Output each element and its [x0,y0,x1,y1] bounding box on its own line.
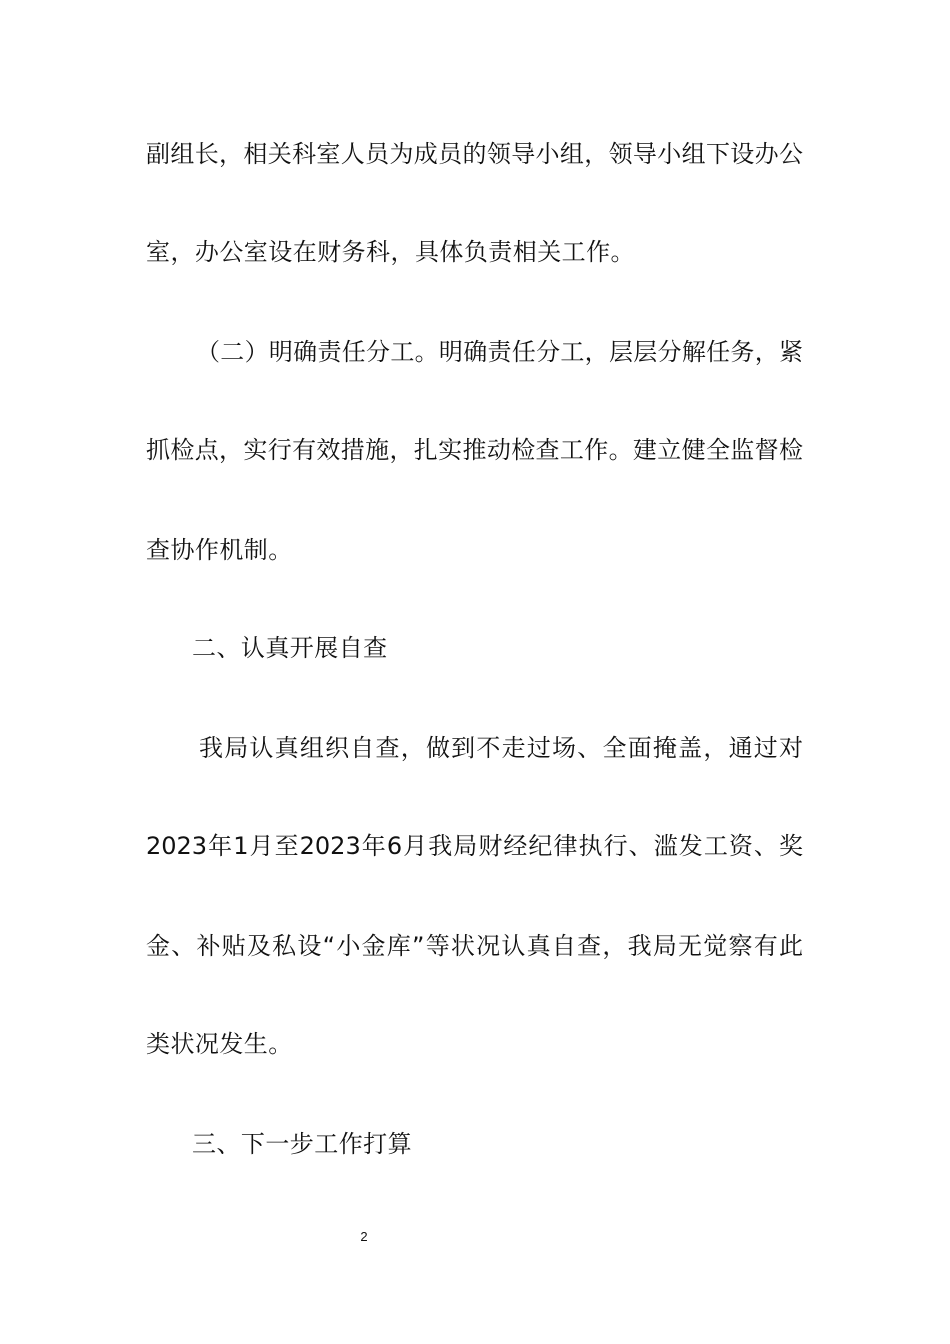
section-heading: 三、下一步工作打算 [192,1130,413,1158]
page-number: 2 [360,1229,368,1244]
body-text-line: 金、补贴及私设“小金库”等状况认真自查，我局无觉察有此 [146,932,803,960]
body-text-line: 室，办公室设在财务科，具体负责相关工作。 [146,238,635,266]
section-heading: 二、认真开展自查 [192,634,388,662]
body-text-line: 副组长，相关科室人员为成员的领导小组，领导小组下设办公 [146,140,803,168]
body-text-line: 2023年1月至2023年6月我局财经纪律执行、滥发工资、奖 [146,832,803,860]
body-text-line: 抓检点，实行有效措施，扎实推动检查工作。建立健全监督检 [146,436,803,464]
body-text-line: 类状况发生。 [146,1030,293,1058]
body-text-line: 我局认真组织自查，做到不走过场、全面掩盖，通过对 [199,734,803,762]
body-text-line: 查协作机制。 [146,536,293,564]
body-text-line: （二）明确责任分工。明确责任分工，层层分解任务，紧 [196,338,803,366]
